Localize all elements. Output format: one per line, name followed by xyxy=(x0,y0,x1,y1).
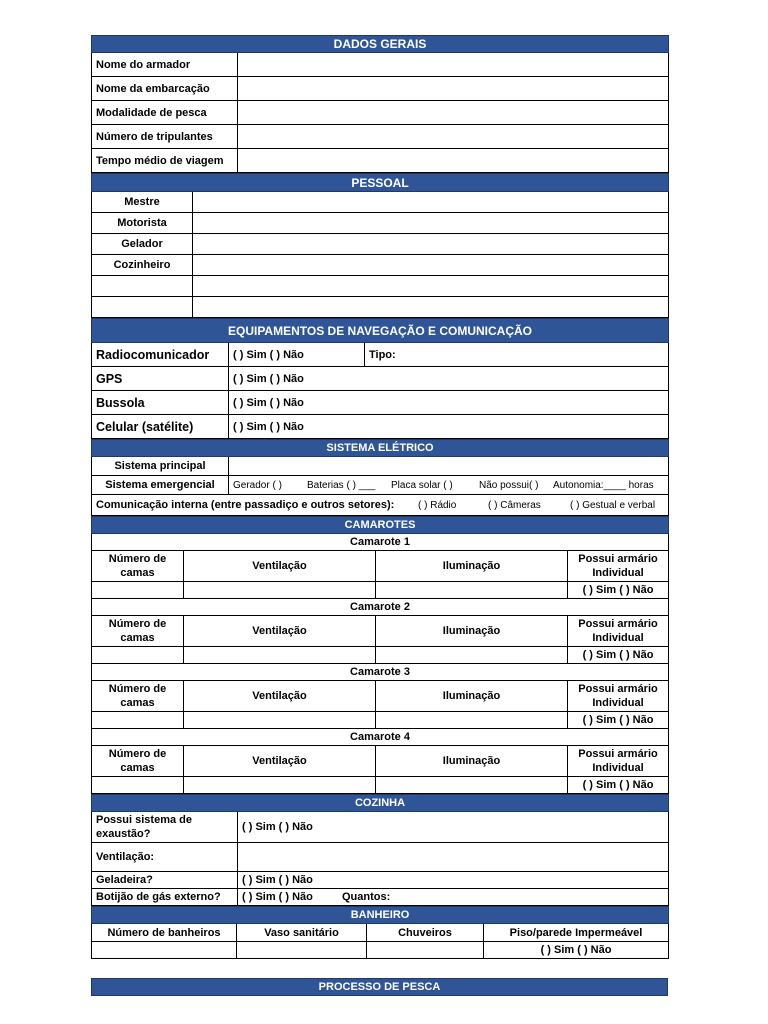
chuveiros-field[interactable] xyxy=(367,942,484,959)
camarote-1-armario-sim-nao[interactable]: ( ) Sim ( ) Não xyxy=(568,582,669,599)
camarote-3-title: Camarote 3 xyxy=(92,664,669,681)
bussola-sim-nao[interactable]: ( ) Sim ( ) Não xyxy=(229,391,669,415)
cozinha-table xyxy=(91,794,669,906)
camarote-1-camas-field[interactable] xyxy=(92,582,184,599)
processo-pesca-header: PROCESSO DE PESCA xyxy=(92,979,668,996)
exaustao-label: Possui sistema de exaustão? xyxy=(92,812,238,843)
col-iluminacao: Iluminação xyxy=(376,681,568,712)
sistema-principal-label: Sistema principal xyxy=(92,457,229,476)
cameras-option[interactable]: ( ) Câmeras xyxy=(488,500,541,511)
pessoal-header: PESSOAL xyxy=(92,174,669,192)
camarote-4-armario-sim-nao[interactable]: ( ) Sim ( ) Não xyxy=(568,777,669,794)
dados-gerais-table xyxy=(91,35,669,173)
modalidade-pesca-label: Modalidade de pesca xyxy=(92,101,238,125)
botijao-sim-nao[interactable]: ( ) Sim ( ) Não xyxy=(242,891,313,903)
modalidade-pesca-field[interactable] xyxy=(238,101,669,125)
nao-possui-option[interactable]: Não possui( ) xyxy=(479,479,539,491)
botijao-options[interactable] xyxy=(238,889,669,906)
camarote-3-armario-sim-nao[interactable]: ( ) Sim ( ) Não xyxy=(568,712,669,729)
pessoal-extra-label[interactable] xyxy=(92,276,193,297)
gestual-verbal-option[interactable]: ( ) Gestual e verbal xyxy=(570,500,656,511)
cozinha-header: COZINHA xyxy=(92,795,669,812)
col-armario: Possui armário Individual xyxy=(568,681,669,712)
ventilacao-field[interactable] xyxy=(238,843,669,872)
comunicacao-interna-label: Comunicação interna (entre passadiço e outros setores): xyxy=(96,499,395,511)
sistema-emergencial-label: Sistema emergencial xyxy=(92,476,229,495)
camarotes-table xyxy=(91,516,669,794)
gerador-option[interactable]: Gerador ( ) xyxy=(233,479,282,491)
camarote-4-ventilacao-field[interactable] xyxy=(184,777,376,794)
sistema-principal-field[interactable] xyxy=(229,457,669,476)
banheiro-header: BANHEIRO xyxy=(92,907,669,924)
pessoal-extra-field[interactable] xyxy=(193,297,669,318)
col-iluminacao: Iluminação xyxy=(376,616,568,647)
vaso-field[interactable] xyxy=(237,942,367,959)
camarotes-header: CAMAROTES xyxy=(92,517,669,534)
numero-tripulantes-label: Número de tripulantes xyxy=(92,125,238,149)
camarote-1-title: Camarote 1 xyxy=(92,534,669,551)
camarote-1-ventilacao-field[interactable] xyxy=(184,582,376,599)
mestre-field[interactable] xyxy=(193,192,669,213)
col-iluminacao: Iluminação xyxy=(376,551,568,582)
pessoal-extra-label[interactable] xyxy=(92,297,193,318)
camarote-4-iluminacao-field[interactable] xyxy=(376,777,568,794)
nome-armador-label: Nome do armador xyxy=(92,53,238,77)
col-ventilacao: Ventilação xyxy=(184,681,376,712)
numero-tripulantes-field[interactable] xyxy=(238,125,669,149)
radio-option[interactable]: ( ) Rádio xyxy=(418,500,457,511)
tempo-viagem-label: Tempo médio de viagem xyxy=(92,149,238,173)
camarote-4-title: Camarote 4 xyxy=(92,729,669,746)
col-camas: Número de camas xyxy=(92,551,184,582)
banheiro-table xyxy=(91,906,669,959)
botijao-label: Botijão de gás externo? xyxy=(92,889,238,906)
col-ventilacao: Ventilação xyxy=(184,746,376,777)
pessoal-table xyxy=(91,173,669,318)
col-vaso: Vaso sanitário xyxy=(237,924,367,942)
equipamentos-table xyxy=(91,318,669,439)
col-armario: Possui armário Individual xyxy=(568,551,669,582)
nome-embarcacao-label: Nome da embarcação xyxy=(92,77,238,101)
camarote-3-ventilacao-field[interactable] xyxy=(184,712,376,729)
geladeira-label: Geladeira? xyxy=(92,872,238,889)
baterias-option[interactable]: Baterias ( ) ___ xyxy=(307,479,376,491)
col-ventilacao: Ventilação xyxy=(184,551,376,582)
cozinheiro-field[interactable] xyxy=(193,255,669,276)
camarote-4-camas-field[interactable] xyxy=(92,777,184,794)
col-banheiros: Número de banheiros xyxy=(92,924,237,942)
mestre-label: Mestre xyxy=(92,192,193,213)
gelador-field[interactable] xyxy=(193,234,669,255)
comunicacao-interna-row xyxy=(92,495,669,516)
radiocomunicador-tipo[interactable]: Tipo: xyxy=(365,343,669,367)
celular-label: Celular (satélite) xyxy=(92,415,229,439)
exaustao-sim-nao[interactable]: ( ) Sim ( ) Não xyxy=(238,812,669,843)
camarote-2-title: Camarote 2 xyxy=(92,599,669,616)
nome-embarcacao-field[interactable] xyxy=(238,77,669,101)
radiocomunicador-sim-nao[interactable]: ( ) Sim ( ) Não xyxy=(229,343,365,367)
gelador-label: Gelador xyxy=(92,234,193,255)
col-iluminacao: Iluminação xyxy=(376,746,568,777)
ventilacao-label: Ventilação: xyxy=(92,843,238,872)
nome-armador-field[interactable] xyxy=(238,53,669,77)
col-ventilacao: Ventilação xyxy=(184,616,376,647)
camarote-1-iluminacao-field[interactable] xyxy=(376,582,568,599)
col-chuveiros: Chuveiros xyxy=(367,924,484,942)
inspection-form xyxy=(91,35,668,959)
placa-solar-option[interactable]: Placa solar ( ) xyxy=(391,479,453,491)
col-camas: Número de camas xyxy=(92,746,184,777)
autonomia-field[interactable]: Autonomia:____ horas xyxy=(553,479,654,491)
camarote-3-camas-field[interactable] xyxy=(92,712,184,729)
gps-sim-nao[interactable]: ( ) Sim ( ) Não xyxy=(229,367,669,391)
tempo-viagem-field[interactable] xyxy=(238,149,669,173)
bussola-label: Bussola xyxy=(92,391,229,415)
col-camas: Número de camas xyxy=(92,681,184,712)
celular-sim-nao[interactable]: ( ) Sim ( ) Não xyxy=(229,415,669,439)
camarote-2-iluminacao-field[interactable] xyxy=(376,647,568,664)
camarote-2-camas-field[interactable] xyxy=(92,647,184,664)
motorista-field[interactable] xyxy=(193,213,669,234)
col-piso: Piso/parede Impermeável xyxy=(484,924,669,942)
col-armario: Possui armário Individual xyxy=(568,746,669,777)
camarote-2-armario-sim-nao[interactable]: ( ) Sim ( ) Não xyxy=(568,647,669,664)
piso-sim-nao[interactable]: ( ) Sim ( ) Não xyxy=(484,942,669,959)
sistema-emergencial-options[interactable] xyxy=(229,476,669,495)
radiocomunicador-label: Radiocomunicador xyxy=(92,343,229,367)
dados-gerais-header: DADOS GERAIS xyxy=(92,36,669,53)
banheiros-field[interactable] xyxy=(92,942,237,959)
geladeira-sim-nao[interactable]: ( ) Sim ( ) Não xyxy=(238,872,669,889)
col-armario: Possui armário Individual xyxy=(568,616,669,647)
equipamentos-header: EQUIPAMENTOS DE NAVEGAÇÃO E COMUNICAÇÃO xyxy=(92,319,669,343)
processo-pesca-table xyxy=(91,978,668,996)
pessoal-extra-field[interactable] xyxy=(193,276,669,297)
col-camas: Número de camas xyxy=(92,616,184,647)
sistema-eletrico-table xyxy=(91,439,669,516)
cozinheiro-label: Cozinheiro xyxy=(92,255,193,276)
gps-label: GPS xyxy=(92,367,229,391)
sistema-eletrico-header: SISTEMA ELÉTRICO xyxy=(92,440,669,457)
camarote-2-ventilacao-field[interactable] xyxy=(184,647,376,664)
quantos-field[interactable]: Quantos: xyxy=(342,891,391,903)
motorista-label: Motorista xyxy=(92,213,193,234)
camarote-3-iluminacao-field[interactable] xyxy=(376,712,568,729)
